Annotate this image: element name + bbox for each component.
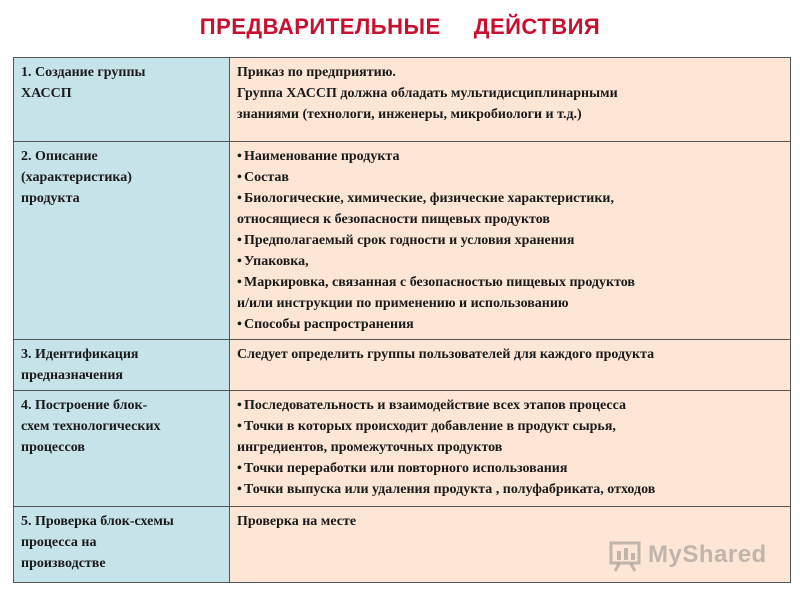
step-name-line: (характеристика) (21, 170, 132, 185)
bullet-text-cont: и/или инструкции по применению и использованию (237, 296, 569, 311)
bullet-item (237, 395, 784, 416)
bullet-item (237, 272, 784, 314)
bullet-text: • Способы распространения (244, 317, 414, 332)
bullet-item (237, 146, 784, 167)
steps-table (13, 57, 791, 583)
step-name-cell (14, 391, 230, 507)
step-description-cell (230, 142, 791, 340)
description-line: Приказ по предприятию. (237, 65, 396, 80)
bullet-item (237, 251, 784, 272)
step-name-line: 2. Описание (21, 149, 98, 164)
step-name-line: продукта (21, 191, 80, 206)
bullet-text: • Точки выпуска или удаления продукта , полуфабриката, отходов (244, 482, 656, 497)
bullet-text: • Точки переработки или повторного использования (244, 461, 568, 476)
bullet-text: • Маркировка, связанная с безопасностью пищевых продуктов (244, 275, 635, 290)
description-line: Следует определить группы пользователей для каждого продукта (237, 347, 655, 362)
step-name-line: ХАССП (21, 86, 72, 101)
bullet-text-cont: относящиеся к безопасности пищевых продуктов (237, 212, 550, 227)
step-name-line: производстве (21, 556, 106, 571)
table-row (14, 58, 791, 142)
bullet-text: • Последовательность и взаимодействие всех этапов процесса (244, 398, 627, 413)
step-name-line: 1. Создание группы (21, 65, 146, 80)
table-row (14, 142, 791, 340)
step-name-cell (14, 340, 230, 391)
description-line: знаниями (технологи, инженеры, микробиологи и т.д.) (237, 107, 582, 122)
bullet-item (237, 167, 784, 188)
step-name-line: 3. Идентификация (21, 347, 139, 362)
bullet-item (237, 458, 784, 479)
bullet-text: • Биологические, химические, физические характеристики, (244, 191, 614, 206)
table-row (14, 391, 791, 507)
step-name-cell (14, 142, 230, 340)
bullet-text: • Наименование продукта (244, 149, 400, 164)
step-name-line: предназначения (21, 368, 123, 383)
step-description-cell (230, 391, 791, 507)
step-name-line: процессов (21, 440, 85, 455)
page-title: ПРЕДВАРИТЕЛЬНЫЕ ДЕЙСТВИЯ (199, 14, 601, 39)
bullet-text: • Точки в которых происходит добавление в продукт сырья, (244, 419, 616, 434)
bullet-text: • Состав (244, 170, 289, 185)
bullet-item (237, 230, 784, 251)
bullet-list (237, 395, 784, 500)
bullet-text-cont: ингредиентов, промежуточных продуктов (237, 440, 503, 455)
bullet-item (237, 188, 784, 230)
step-name-cell (14, 507, 230, 583)
bullet-list (237, 146, 784, 335)
bullet-text: • Предполагаемый срок годности и условия хранения (244, 233, 575, 248)
step-name-line: 4. Построение блок- (21, 398, 148, 413)
watermark-logo (606, 537, 776, 573)
table-row (14, 340, 791, 391)
step-name-line: 5. Проверка блок-схемы (21, 514, 174, 529)
bullet-text: • Упаковка, (244, 254, 309, 269)
step-name-line: процесса на (21, 535, 97, 550)
step-description-cell (230, 58, 791, 142)
bullet-item (237, 416, 784, 458)
description-line: Группа ХАССП должна обладать мультидисциплинарными (237, 86, 618, 101)
presentation-board-icon (606, 537, 646, 573)
bullet-item (237, 314, 784, 335)
step-name-cell (14, 58, 230, 142)
bullet-item (237, 479, 784, 500)
watermark-text: MyShared (648, 541, 767, 568)
step-name-line: схем технологических (21, 419, 161, 434)
description-line: Проверка на месте (237, 514, 357, 529)
step-description-cell (230, 340, 791, 391)
